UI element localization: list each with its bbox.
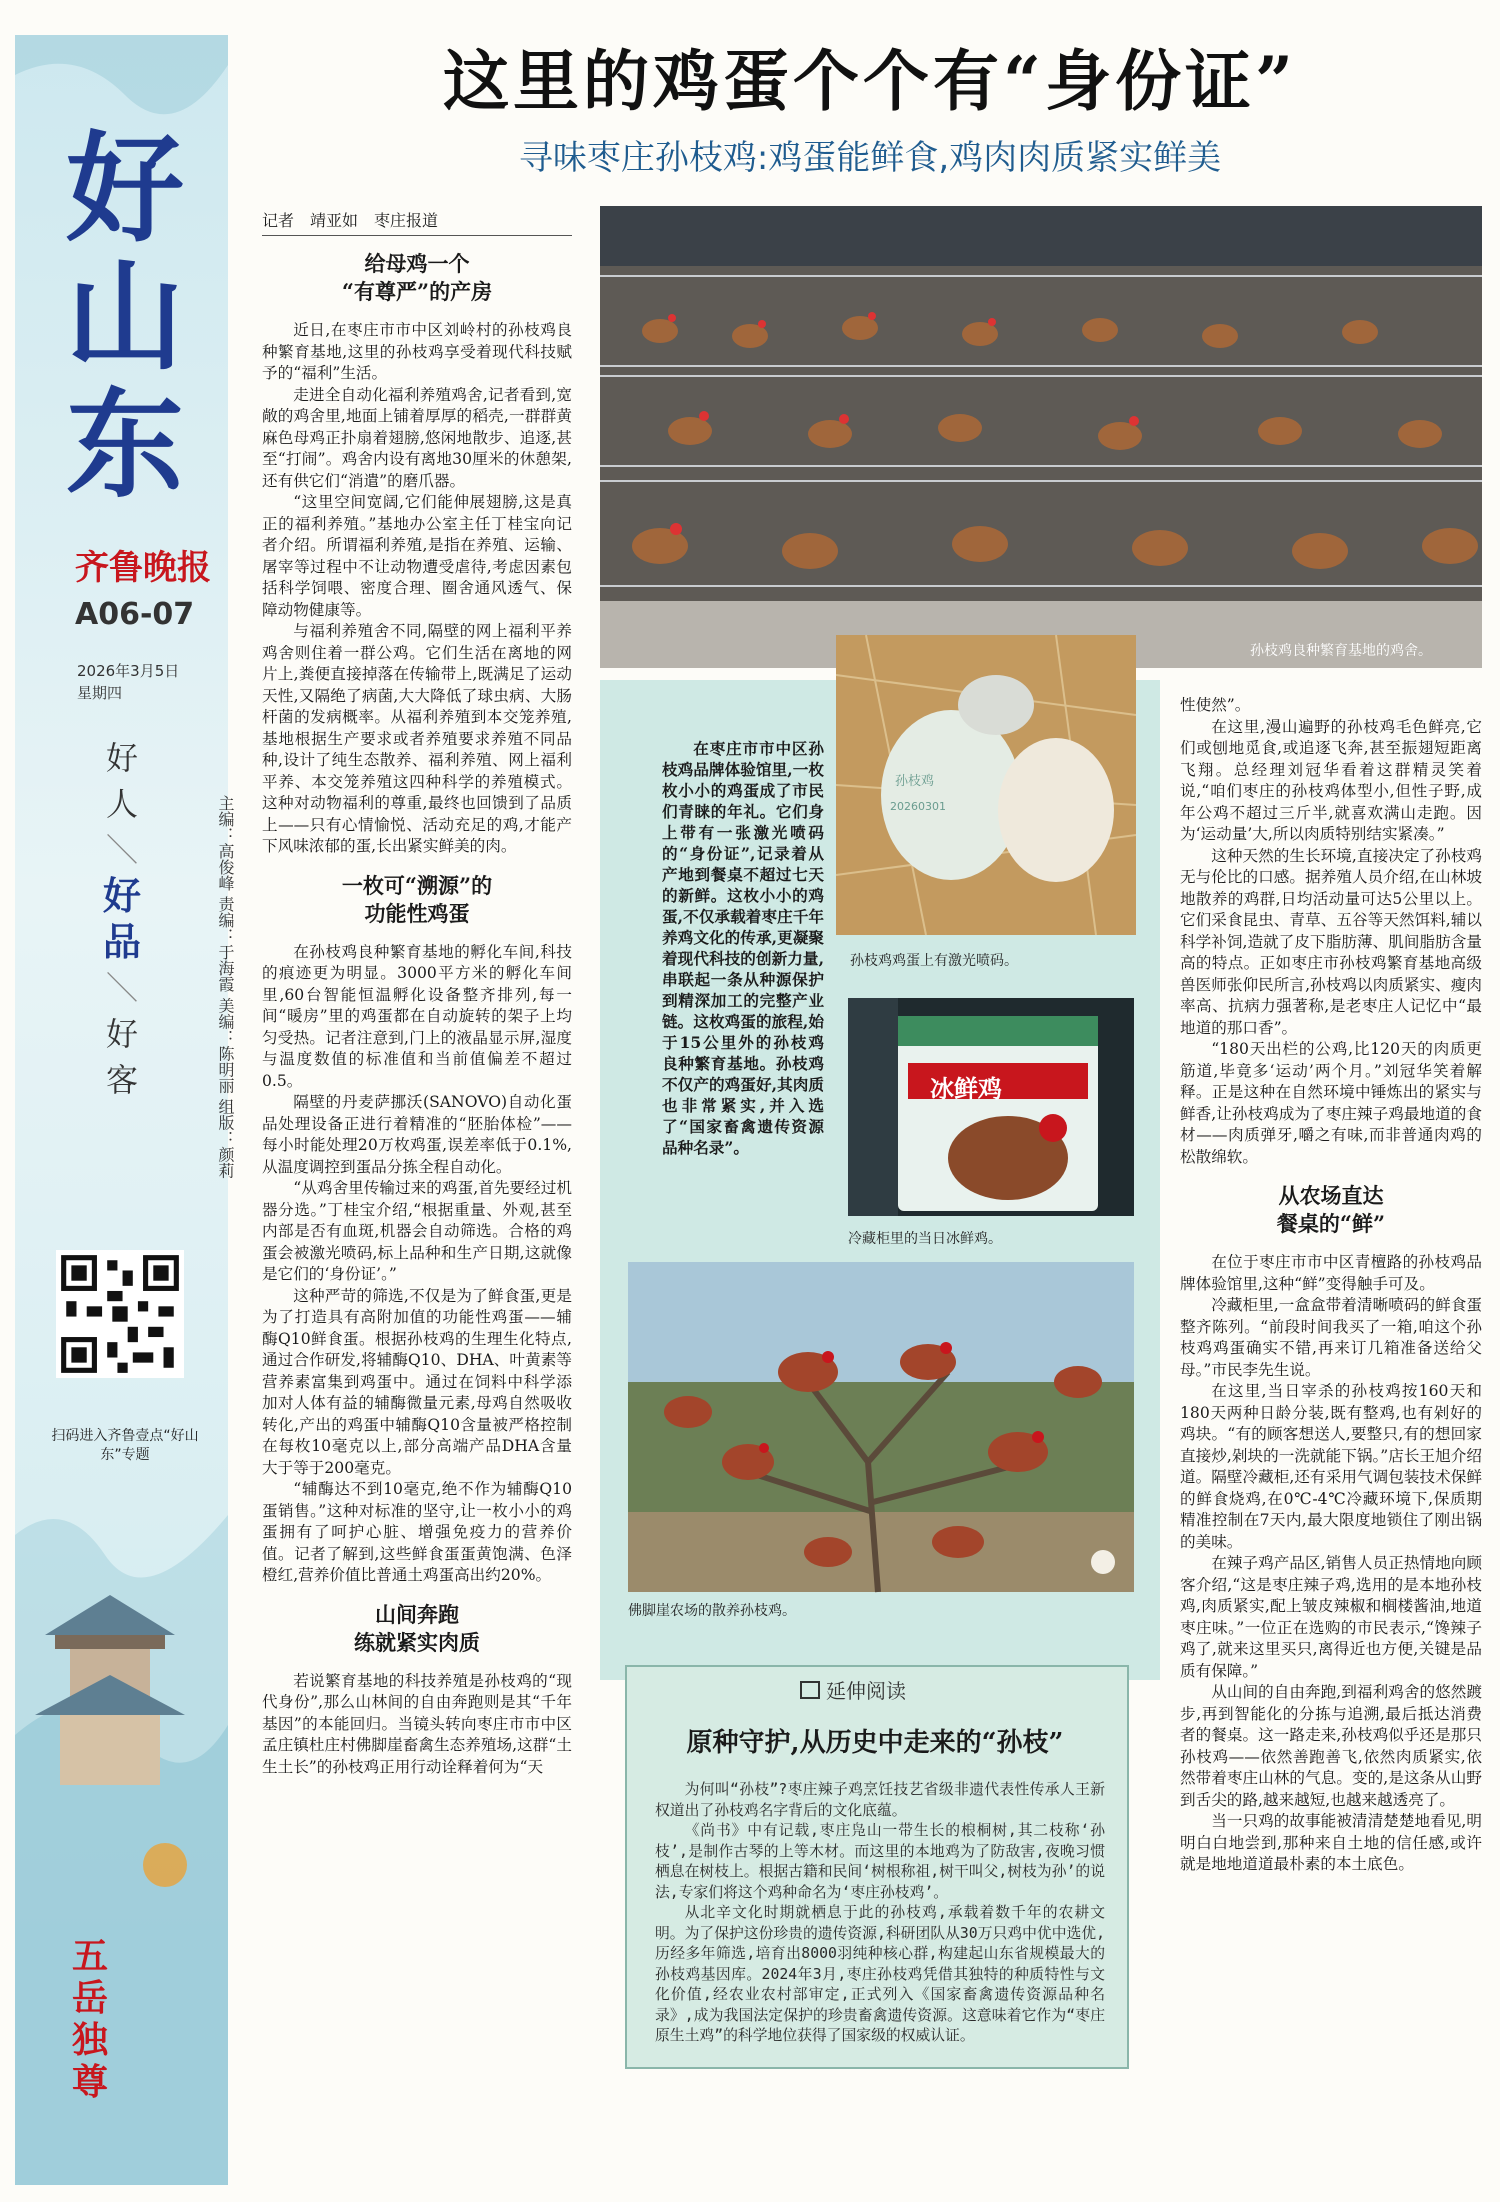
egg-stamp-date: 20260301: [890, 800, 946, 813]
paragraph: 在孙枝鸡良种繁育基地的孵化车间,科技的痕迹更为明显。3000平方米的孵化车间里,60台智能恒温孵化设备整齐排列,每一间“暖房”里的鸡蛋都在自动旋转的架子上均匀受热。记者注意到,门上的液晶显示屏,湿度与温度数值的标准值和当前值偏差不超过0.5。: [262, 942, 572, 1090]
paragraph: 若说繁育基地的科技养殖是孙枝鸡的“现代身份”,那么山林间的自由奔跑则是其“千年基因”的本能回归。当镜头转向枣庄市市中区孟庄镇杜庄村佛脚崖畜禽生态养殖场,这群“土生土长”的孙枝鸡正用行动诠释着何为“天: [262, 1671, 572, 1776]
paragraph: 隔壁的丹麦萨挪沃(SANOVO)自动化蛋品处理设备正进行着精准的“胚胎体检”——每小时能处理20万枚鸡蛋,误差率低于0.1%,从温度调控到蛋品分拣全程自动化。: [262, 1093, 572, 1176]
photo-caption: 佛脚崖农场的散养孙枝鸡。: [628, 1603, 796, 1619]
slogan-separator: ＼: [105, 969, 138, 1007]
paragraph: 在这里,漫山遍野的孙枝鸡毛色鲜亮,它们或刨地觅食,或追逐飞奔,甚至振翅短距离飞翔。总经理刘冠华看着这群精灵笑着说,“咱们枣庄的孙枝鸡体型小,但性子野,成年公鸡不超过三斤半,就喜欢满山走跑。因为‘运动量’大,所以肉质特别结实紧凑。”: [1180, 717, 1482, 843]
paragraph: 冷藏柜里,一盒盒带着清晰喷码的鲜食蛋整齐陈列。“前段时间我买了一箱,咱这个孙枝鸡鸡蛋确实不错,再来订几箱准备送给父母。”市民李先生说。: [1180, 1296, 1482, 1379]
sidebar-banner: [15, 35, 235, 2185]
brand-title: 好山东: [65, 119, 184, 514]
slogan-char: 人: [105, 785, 138, 823]
slogan: [97, 735, 147, 1103]
issue-date-text: 2026年3月5日: [77, 662, 180, 680]
cage-photo: [600, 206, 1482, 668]
paragraph: “从鸡舍里传输过来的鸡蛋,首先要经过机器分选。”丁桂宝介绍,“根据重量、外观,甚至内部是否有血斑,机器会自动筛选。合格的鸡蛋会被激光喷码,标上品种和生产日期,这就像是它们的‘身份证’。”: [262, 1179, 572, 1283]
eggs-illustration: [836, 635, 1136, 935]
paragraph: “这里空间宽阔,它们能伸展翅膀,这是真正的福利养殖。”基地办公室主任丁桂宝向记者介绍。所谓福利养殖,是指在养殖、运输、屠宰等过程中不让动物遭受虐待,考虑因素包括科学饲喂、密度合理、圈舍通风透气、保障动物健康等。: [262, 493, 572, 619]
editorial-staff: 主编：高俊峰 责编：于海霞 美编：陈明丽 组版：颜莉: [216, 795, 235, 1179]
photo-caption: 冷藏柜里的当日冰鲜鸡。: [848, 1231, 1002, 1247]
chilled-chicken-package: [848, 998, 1134, 1216]
paragraph: 在枣庄市市中区孙枝鸡品牌体验馆里,一枚枚小小的鸡蛋成了市民们青睐的年礼。它们身上带有一张激光喷码的“身份证”,记录着从产地到餐桌不超过七天的新鲜。这枚小小的鸡蛋,不仅承载着枣庄千年养鸡文化的传承,更凝聚着现代科技的创新力量,串联起一条从种源保护到精深加工的完整产业链。这枚鸡蛋的旅程,始于15公里外的孙枝鸡良种繁育基地。孙枝鸡不仅产的鸡蛋好,其肉质也非常紧实,并入选了“国家畜禽遗传资源品种名录”。: [662, 739, 824, 1157]
issue-date: [77, 660, 179, 704]
fridge-photo: [848, 998, 1134, 1216]
paragraph: 当一只鸡的故事能被清清楚楚地看见,明明白白地尝到,那种来自土地的信任感,或许就是地地道道最朴素的本土底色。: [1180, 1812, 1482, 1873]
book-icon: [800, 1681, 820, 1699]
slogan-char: 好: [105, 739, 138, 777]
package-label: 冰鲜鸡: [930, 1075, 1002, 1103]
slogan-char: 品: [102, 920, 141, 964]
subheadline: 寻味枣庄孙枝鸡:鸡蛋能鲜食,鸡肉肉质紧实鲜美: [518, 138, 1222, 178]
qr-caption: 扫码进入齐鲁壹点“好山东”专题: [51, 1428, 199, 1463]
paragraph: 在这里,当日宰杀的孙枝鸡按160天和180天两种日龄分装,既有整鸡,也有剁好的鸡块。“有的顾客想送人,要整只,有的想回家直接炒,剁块的一洗就能下锅。”店长王旭介绍道。隔壁冷藏柜,还有采用气调包装技术保鲜的鲜食烧鸡,在0℃-4℃冷藏环境下,保质期精准控制在7天内,最大限度地锁住了刚出锅的美味。: [1180, 1382, 1482, 1551]
free-range-photo: [628, 1262, 1134, 1592]
headline: 这里的鸡蛋个个有“身份证”: [443, 42, 1297, 120]
extended-reading-tag: [800, 1675, 906, 1704]
paragraph: 与福利养殖舍不同,隔壁的网上福利平养鸡舍则住着一群公鸡。它们生活在离地的网片上,粪便直接掉落在传输带上,既满足了运动天性,又隔绝了病菌,大大降低了球虫病、大肠杆菌的发病概率。从福利养殖到本交笼养殖,基地根据生产要求或者养殖要求养殖不同品种,设计了纯生态散养、福利养殖、网上福利平养、本交笼养殖这四种科学的养殖模式。这种对动物福利的尊重,最终也回馈到了品质上——只有心情愉悦、活动充足的鸡,才能产下风味浓郁的蛋,长出紧实鲜美的肉。: [262, 622, 572, 855]
section-heading: 一枚可“溯源”的 功能性鸡蛋: [341, 872, 493, 926]
paragraph: 近日,在枣庄市市中区刘岭村的孙枝鸡良种繁育基地,这里的孙枝鸡享受着现代科技赋予的“福利”生活。: [262, 321, 572, 382]
byline: 记者 靖亚如 枣庄报道: [262, 208, 572, 236]
paragraph: 从山间的自由奔跑,到福利鸡舍的悠然踱步,再到智能化的分拣与追溯,最后抵达消费者的餐桌。这一路走来,孙枝鸡似乎还是那只孙枝鸡——依然善跑善飞,依然肉质紧实,依然带着枣庄山林的气息。变的,是这条从山野到舌尖的路,越来越短,也越来越透亮了。: [1180, 1683, 1482, 1809]
section-heading: 从农场直达 餐桌的“鲜”: [1276, 1183, 1386, 1236]
qr-code[interactable]: [56, 1250, 184, 1378]
article-column-1: [262, 236, 572, 1778]
paragraph: “辅酶达不到10毫克,绝不作为辅酶Q10蛋销售。”这种对标准的坚守,让一枚小小的鸡蛋拥有了呵护心脏、增强免疫力的营养价值。记者了解到,这些鲜食蛋蛋黄饱满、色泽橙红,营养价值比普通土鸡蛋高出约20%。: [262, 1480, 572, 1584]
paragraph: 为何叫“孙枝”?枣庄辣子鸡烹饪技艺省级非遗代表性传承人王新权道出了孙枝鸡名字背后的文化底蕴。: [655, 1781, 1105, 1819]
paragraph: 性使然”。: [1180, 696, 1251, 714]
paragraph: 《尚书》中有记载,枣庄凫山一带生长的桹桐树,其二枝称‘孙枝’,是制作古琴的上等木材。而这里的本地鸡为了防敌害,夜晚习惯栖息在树枝上。根据古籍和民间‘树根称祖,树干叫父,树枝为孙’的说法,专家们将这个鸡种命名为‘枣庄孙枝鸡’。: [655, 1822, 1105, 1901]
section-heading: 山间奔跑 练就紧实肉质: [354, 1601, 480, 1655]
slogan-separator: ＼: [105, 831, 138, 869]
section-heading: 给母鸡一个 “有尊严”的产房: [341, 251, 493, 304]
slogan-char: 客: [105, 1061, 138, 1099]
extended-reading-body: [655, 1780, 1105, 2047]
paragraph: 在辣子鸡产品区,销售人员正热情地向顾客介绍,“这是枣庄辣子鸡,选用的是本地孙枝鸡,肉质紧实,配上皱皮辣椒和榈楼酱油,地道枣庄味。”一位正在选购的市民表示,“馋辣子鸡了,就来这里买只,离得近也方便,关键是品质有保障。”: [1180, 1554, 1482, 1680]
paragraph: 这种严苛的筛选,不仅是为了鲜食蛋,更是为了打造具有高附加值的功能性鸡蛋——辅酶Q10鲜食蛋。根据孙枝鸡的生理生化特点,通过合作研发,将辅酶Q10、DHA、叶黄素等营养素富集到鸡蛋中。通过在饲料中科学添加对人体有益的辅酶微量元素,母鸡自然吸收转化,产出的鸡蛋中辅酶Q10含量被严格控制在每枚10毫克以上,部分高端产品DHA含量大于等于200毫克。: [262, 1286, 572, 1477]
paragraph: “180天出栏的公鸡,比120天的肉质更筋道,毕竟多‘运动’两个月。”刘冠华笑着解释。正是这种在自然环境中锤炼出的紧实与鲜香,让孙枝鸡成为了枣庄辣子鸡最地道的食材——肉质弹牙,嚼之有味,而非普通肉鸡的松散绵软。: [1180, 1040, 1482, 1166]
egg-stamp-text: 孙枝鸡: [895, 774, 935, 789]
photo-caption: 孙枝鸡良种繁育基地的鸡舍。: [1250, 643, 1432, 659]
calligraphy-seal: 五岳独尊: [71, 1935, 108, 2103]
paragraph: 在位于枣庄市市中区青檀路的孙枝鸡品牌体验馆里,这种“鲜”变得触手可及。: [1180, 1253, 1482, 1293]
photo-caption: 孙枝鸡鸡蛋上有激光喷码。: [850, 953, 1018, 969]
extended-reading-label: 延伸阅读: [826, 1679, 906, 1703]
egg-photo: [836, 635, 1136, 935]
extended-reading-title: 原种守护,从历史中走来的“孙枝”: [686, 1728, 1064, 1758]
paragraph: 从北辛文化时期就栖息于此的孙枝鸡,承载着数千年的农耕文明。为了保护这份珍贵的遗传资源,科研团队从30万只鸡中优中选优,历经多年筛选,培育出8000羽纯种核心群,构建起山东省规模最大的孙枝鸡基因库。2024年3月,枣庄孙枝鸡凭借其独特的种质特性与文化价值,经农业农村部审定,正式列入《国家畜禽遗传资源品种名录》,成为我国法定保护的珍贵畜禽遗传资源。这意味着它作为“枣庄原生土鸡”的科学地位获得了国家级的权威认证。: [655, 1904, 1105, 2044]
edition-number: A06-07: [75, 597, 195, 632]
issue-weekday: 星期四: [77, 684, 123, 702]
chicken-cages-illustration: [600, 206, 1482, 668]
paragraph: 走进全自动化福利养殖鸡舍,记者看到,宽敞的鸡舍里,地面上铺着厚厚的稻壳,一群群黄麻色母鸡正扑扇着翅膀,悠闲地散步、追逐,甚至“打闹”。鸡舍内设有离地30厘米的休憩架,还有供它们“消遣”的磨爪器。: [262, 385, 572, 490]
intro-text: [662, 738, 824, 1158]
paragraph: 这种天然的生长环境,直接决定了孙枝鸡无与伦比的口感。据养殖人员介绍,在山林坡地散养的鸡群,日均活动量可达5公里以上。它们采食昆虫、青草、五谷等天然饵料,辅以科学补饲,造就了皮下脂肪薄、肌间脂肪含量高的特点。正如枣庄市孙枝鸡繁育基地高级兽医师张仰民所言,孙枝鸡以肉质紧实、瘦肉率高、抗病力强著称,是老枣庄人记忆中“最地道的那口香”。: [1180, 846, 1482, 1037]
article-column-4: [1180, 695, 1482, 1876]
free-range-chickens-illustration: [628, 1262, 1134, 1592]
slogan-char: 好: [105, 1015, 138, 1053]
slogan-char: 好: [102, 874, 141, 918]
newspaper-name: 齐鲁晚报: [75, 548, 211, 588]
